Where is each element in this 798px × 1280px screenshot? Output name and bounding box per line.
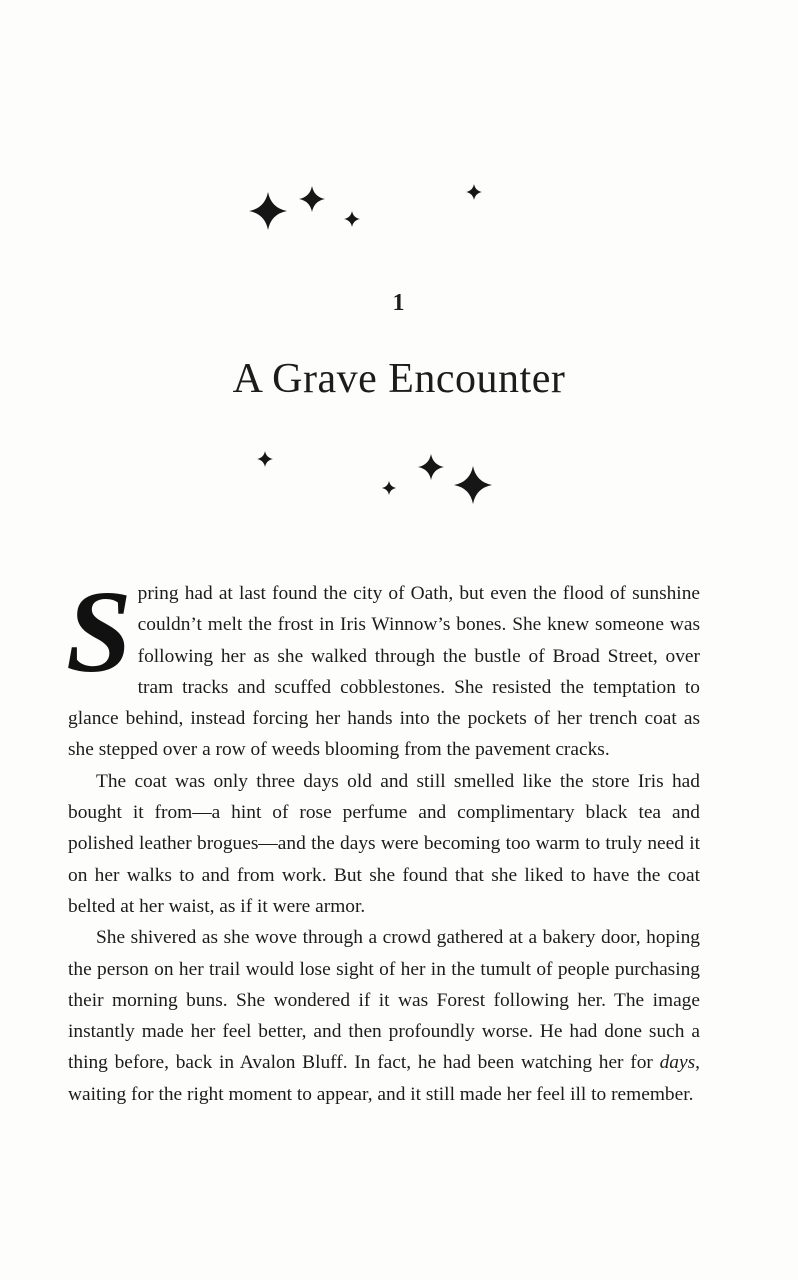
- bottom-star-1-icon: [257, 451, 273, 467]
- bottom-star-4-icon: [454, 466, 492, 504]
- top-star-3-icon: [344, 211, 360, 227]
- top-star-2-icon: [299, 186, 325, 212]
- paragraph-1-text: pring had at last found the city of Oath, but even the flood of sunshine couldn’t melt the frost in Iris Winnow’s bones. She knew someone was following her as she walked through the bustle of Broad Street, over tram tracks and scuffed cobblestones. She resisted the temptation to glance behind, instead forcing her hands into the pockets of her trench coat as she stepped over a row of weeds blooming from the pavement cracks.: [68, 583, 700, 761]
- paragraph-3-text-b: , waiting for the right moment to appear, and it still made her feel ill to remember.: [68, 1052, 700, 1105]
- chapter-title: A Grave Encounter: [232, 356, 566, 402]
- chapter-body: [66, 566, 700, 1110]
- drop-cap: S: [66, 566, 132, 697]
- paragraph-3-emphasis: days: [659, 1052, 696, 1074]
- bottom-star-3-icon: [418, 454, 444, 480]
- top-star-4-icon: [466, 184, 482, 200]
- paragraph-1: [66, 566, 700, 766]
- paragraph-3: [68, 922, 700, 1110]
- chapter-number: 1: [392, 290, 406, 316]
- paragraph-2: The coat was only three days old and still smelled like the store Iris had bought it from—a hint of rose perfume and complimentary black tea and polished leather brogues—and the days were becoming too warm to truly need it on her walks to and from work. But she found that she liked to have the coat belted at her waist, as if it were armor.: [68, 770, 700, 917]
- paragraph-3-text-a: She shivered as she wove through a crowd gathered at a bakery door, hoping the person on her trail would lose sight of her in the tumult of people purchasing their morning buns. She wondered if it was Forest following her. The image instantly made her feel better, and then profoundly worse. He had done such a thing before, back in Avalon Bluff. In fact, he had been watching her for: [68, 927, 700, 1074]
- top-star-1-icon: [249, 192, 287, 230]
- bottom-star-2-icon: [382, 481, 396, 495]
